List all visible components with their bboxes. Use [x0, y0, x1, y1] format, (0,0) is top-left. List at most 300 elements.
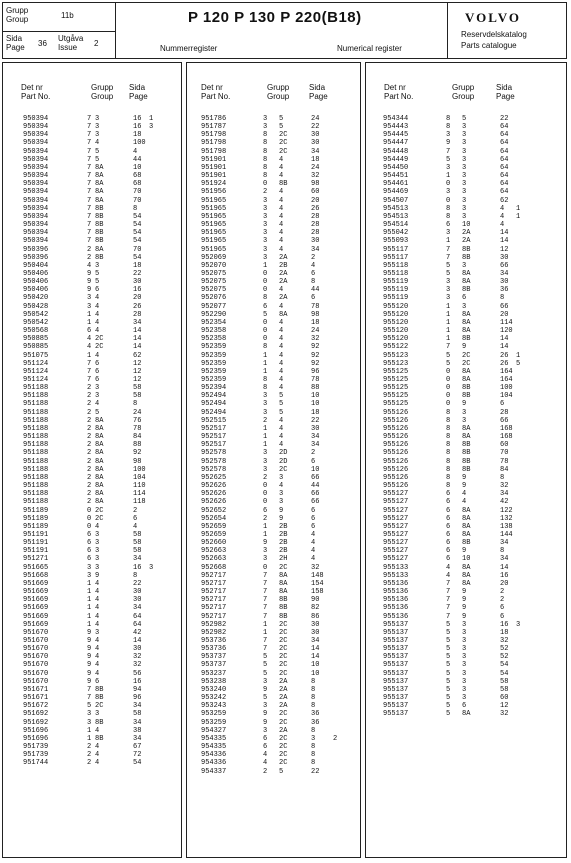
table-row [3, 580, 181, 588]
page-cell: 30 [133, 588, 142, 597]
table-row [187, 768, 360, 776]
table-row [366, 115, 566, 123]
table-row [366, 270, 566, 278]
check-digit: 6 [446, 539, 451, 548]
note-cell: 5 [516, 359, 521, 368]
page-cell: 96 [311, 367, 320, 376]
table-row [366, 596, 566, 604]
group-cell: 9 [462, 482, 467, 491]
part-number: 954335 [201, 743, 227, 752]
part-number: 951965 [201, 229, 227, 238]
page-cell: 20 [500, 310, 509, 319]
table-row [366, 433, 566, 441]
part-number: 955137 [383, 645, 409, 654]
part-number: 950394 [23, 196, 49, 205]
table-row [3, 719, 181, 727]
page-cell: 4 [500, 212, 505, 221]
part-number: 952626 [201, 490, 227, 499]
group-cell: 8A [462, 579, 471, 588]
page-cell: 26 [311, 204, 320, 213]
part-number: 954451 [383, 172, 409, 181]
group-cell: 8B [95, 734, 104, 743]
part-number: 954461 [383, 180, 409, 189]
page-cell: 44 [311, 482, 320, 491]
group-cell: 8A [462, 506, 471, 515]
check-digit: 2 [263, 473, 268, 482]
table-row [366, 392, 566, 400]
check-digit: 7 [87, 123, 92, 132]
part-number: 951188 [23, 441, 49, 450]
part-number: 951665 [23, 563, 49, 572]
group-cell: 6 [95, 677, 100, 686]
check-digit: 6 [87, 539, 92, 548]
table-row [3, 433, 181, 441]
check-digit: 3 [263, 400, 268, 409]
group-cell: 2A [279, 253, 288, 262]
check-digit: 0 [263, 327, 268, 336]
page-cell: 44 [133, 155, 142, 164]
page-cell: 62 [500, 196, 509, 205]
table-row [3, 115, 181, 123]
part-number: 952359 [201, 359, 227, 368]
part-number: 951669 [23, 588, 49, 597]
check-digit: 7 [263, 637, 268, 645]
table-row [366, 131, 566, 139]
utgava-value: 2 [94, 39, 99, 48]
page-cell: 14 [500, 229, 509, 238]
group-cell: 8A [95, 196, 104, 205]
table-row [187, 710, 360, 718]
group-cell: 8B [462, 441, 471, 450]
group-cell: 3 [279, 490, 284, 499]
page-cell: 66 [500, 302, 509, 311]
sida-label: Sida Page [6, 34, 25, 52]
part-number: 951670 [23, 628, 49, 637]
part-number: 950406 [23, 278, 49, 287]
page-cell: 34 [133, 702, 142, 711]
part-number: 951787 [201, 123, 227, 132]
check-digit: 3 [263, 229, 268, 238]
page-cell: 60 [311, 188, 320, 197]
check-digit: 4 [87, 335, 92, 344]
group-cell: 9 [462, 604, 467, 613]
check-digit: 2 [87, 449, 92, 458]
table-row [366, 303, 566, 311]
page-cell: 2 [311, 449, 316, 458]
table-row [366, 645, 566, 653]
check-digit: 5 [446, 645, 451, 654]
check-digit: 0 [446, 180, 451, 189]
part-number: 955126 [383, 408, 409, 417]
page-cell: 26 [133, 302, 142, 311]
check-digit: 1 [263, 441, 268, 450]
table-row [366, 343, 566, 351]
numerical-register-label: Numerical register [337, 44, 402, 53]
check-digit: 4 [87, 343, 92, 352]
group-cell: 8A [95, 180, 104, 189]
part-number: 951798 [201, 147, 227, 156]
grupp-value: 11b [61, 11, 74, 20]
table-row [187, 221, 360, 229]
group-cell: 3 [462, 123, 467, 132]
page-cell: 8 [311, 685, 316, 694]
group-cell: 8A [95, 473, 104, 482]
page-cell: 8 [311, 759, 316, 768]
group-cell: 2C [279, 645, 288, 654]
part-number: 950396 [23, 253, 49, 262]
page-cell: 28 [133, 310, 142, 319]
page-cell: 6 [311, 457, 316, 466]
table-row [3, 751, 181, 759]
page-cell: 6 [133, 514, 138, 523]
check-digit: 2 [87, 441, 92, 450]
table-row [3, 335, 181, 343]
group-cell: 3 [462, 669, 467, 678]
group-cell: 4 [279, 221, 284, 230]
group-cell: 8A [95, 449, 104, 458]
group-cell: 9 [95, 571, 100, 580]
page-cell: 54 [133, 237, 142, 246]
table-row [366, 213, 566, 221]
part-number: 951956 [201, 188, 227, 197]
table-row [366, 702, 566, 710]
page-cell: 118 [133, 498, 146, 507]
group-cell: 2C [462, 359, 471, 368]
part-number: 950394 [23, 155, 49, 164]
check-digit: 1 [87, 596, 92, 605]
page-cell: 8 [311, 702, 316, 711]
group-cell: 8B [95, 718, 104, 727]
page-cell: 2 [133, 506, 138, 515]
part-number: 955093 [383, 237, 409, 246]
table-row [3, 539, 181, 547]
group-cell: 9 [462, 547, 467, 556]
part-number: 951669 [23, 596, 49, 605]
part-number: 951188 [23, 400, 49, 409]
table-row [366, 205, 566, 213]
group-cell: 2A [279, 726, 288, 735]
table-row [366, 335, 566, 343]
part-number: 952515 [201, 416, 227, 425]
check-digit: 3 [263, 196, 268, 205]
group-header: Grupp Group [267, 83, 290, 101]
table-row [187, 441, 360, 449]
part-number: 954445 [383, 131, 409, 140]
part-number: 953238 [201, 677, 227, 686]
page-cell: 64 [500, 163, 509, 172]
check-digit: 6 [446, 498, 451, 507]
group-cell: 4 [95, 139, 100, 148]
page-cell: 12 [500, 245, 509, 254]
group-cell: 5 [279, 408, 284, 417]
table-row [187, 172, 360, 180]
page-cell: 34 [500, 269, 509, 278]
part-number: 955126 [383, 416, 409, 425]
check-digit: 4 [263, 751, 268, 760]
part-number: 953243 [201, 702, 227, 711]
part-number: 951670 [23, 637, 49, 645]
table-row [187, 694, 360, 702]
table-row [366, 564, 566, 572]
group-cell: 8B [95, 694, 104, 703]
group-cell: 2D [279, 449, 288, 458]
check-digit: 0 [263, 482, 268, 491]
page-cell: 56 [133, 669, 142, 678]
part-number: 950542 [23, 318, 49, 327]
part-number: 952668 [201, 563, 227, 572]
table-row [187, 270, 360, 278]
check-digit: 3 [263, 457, 268, 466]
page-cell: 64 [500, 188, 509, 197]
group-cell: 8B [95, 253, 104, 262]
part-number: 955136 [383, 612, 409, 621]
part-number: 953736 [201, 637, 227, 645]
part-number: 951188 [23, 465, 49, 474]
check-digit: 2 [263, 188, 268, 197]
check-digit: 6 [446, 555, 451, 564]
table-row [187, 564, 360, 572]
part-number: 952077 [201, 302, 227, 311]
check-digit: 5 [446, 628, 451, 637]
table-row [3, 156, 181, 164]
part-number: 954336 [201, 759, 227, 768]
table-row [3, 466, 181, 474]
parts-column-3 [365, 62, 567, 858]
group-cell: 2A [279, 278, 288, 287]
part-number: 951188 [23, 424, 49, 433]
check-digit: 8 [446, 473, 451, 482]
group-cell: 4 [95, 327, 100, 336]
table-row [3, 564, 181, 572]
page-cell: 6 [500, 612, 505, 621]
check-digit: 8 [446, 465, 451, 474]
page-cell: 34 [500, 555, 509, 564]
check-digit: 9 [263, 718, 268, 727]
check-digit: 6 [263, 302, 268, 311]
page-cell: 76 [133, 416, 142, 425]
group-cell: 8A [462, 522, 471, 531]
group-cell: 4 [95, 318, 100, 327]
table-row [366, 221, 566, 229]
check-digit: 3 [263, 204, 268, 213]
check-digit: 8 [446, 441, 451, 450]
group-cell: 8A [95, 245, 104, 254]
page-cell: 6 [311, 506, 316, 515]
part-number: 951188 [23, 490, 49, 499]
page-cell: 28 [500, 408, 509, 417]
check-digit: 7 [87, 172, 92, 181]
table-row [366, 294, 566, 302]
part-number: 951670 [23, 669, 49, 678]
part-number: 951924 [201, 180, 227, 189]
group-cell: 2C [279, 131, 288, 140]
part-number: 951798 [201, 131, 227, 140]
group-cell: 3 [462, 196, 467, 205]
note-cell: 1 [516, 212, 521, 221]
table-row [366, 678, 566, 686]
group-cell: 3 [462, 677, 467, 686]
check-digit: 9 [87, 645, 92, 654]
group-cell: 4 [279, 359, 284, 368]
part-number: 952982 [201, 628, 227, 637]
check-digit: 5 [263, 310, 268, 319]
check-digit: 2 [87, 498, 92, 507]
group-cell: 8A [462, 563, 471, 572]
part-number: 952717 [201, 596, 227, 605]
check-digit: 9 [87, 278, 92, 287]
table-row [3, 254, 181, 262]
check-digit: 1 [87, 620, 92, 629]
group-cell: 2C [95, 702, 104, 711]
check-digit: 3 [263, 123, 268, 132]
part-number: 950542 [23, 310, 49, 319]
check-digit: 4 [446, 563, 451, 572]
group-cell: 2B [279, 547, 288, 556]
check-digit: 1 [87, 588, 92, 597]
part-number: 954469 [383, 188, 409, 197]
group-cell: 3 [95, 530, 100, 539]
group-cell: 2C [279, 751, 288, 760]
table-row [366, 686, 566, 694]
table-row [366, 604, 566, 612]
part-number: 951671 [23, 685, 49, 694]
check-digit: 5 [446, 351, 451, 360]
page-cell: 22 [133, 579, 142, 588]
group-cell: 8B [462, 253, 471, 262]
table-row [3, 490, 181, 498]
group-cell: 3 [462, 416, 467, 425]
page-cell: 66 [311, 498, 320, 507]
check-digit: 2 [87, 751, 92, 760]
check-digit: 5 [446, 710, 451, 719]
check-digit: 1 [263, 359, 268, 368]
table-row [366, 441, 566, 449]
table-row [187, 449, 360, 457]
check-digit: 8 [263, 155, 268, 164]
check-digit: 2 [87, 400, 92, 409]
table-row [187, 531, 360, 539]
table-row [187, 246, 360, 254]
part-number: 951271 [23, 555, 49, 564]
check-digit: 0 [446, 376, 451, 384]
part-number: 951188 [23, 449, 49, 458]
page-cell: 82 [311, 604, 320, 613]
check-digit: 8 [263, 384, 268, 393]
part-number: 953736 [201, 645, 227, 654]
table-row [3, 303, 181, 311]
page-cell: 44 [311, 286, 320, 295]
part-number: 952076 [201, 294, 227, 303]
parts-rows-2 [187, 115, 360, 776]
table-row [187, 311, 360, 319]
table-row [3, 425, 181, 433]
part-number: 950885 [23, 335, 49, 344]
table-row [3, 376, 181, 384]
part-number: 952652 [201, 506, 227, 515]
page-cell: 4 [311, 555, 316, 564]
part-number: 955120 [383, 302, 409, 311]
group-cell: 3 [462, 645, 467, 654]
group-cell: 9 [462, 400, 467, 409]
page-cell: 32 [311, 563, 320, 572]
part-number: 955137 [383, 694, 409, 703]
group-cell: 5 [279, 123, 284, 132]
check-digit: 3 [87, 294, 92, 303]
page-cell: 32 [500, 482, 509, 491]
page-cell: 92 [311, 343, 320, 352]
group-cell: 4 [279, 229, 284, 238]
part-number: 952578 [201, 449, 227, 458]
page-cell: 26 [500, 359, 509, 368]
group-cell: 4 [279, 343, 284, 352]
group-cell: 5 [279, 115, 284, 123]
check-digit: 6 [87, 547, 92, 556]
page-cell: 92 [133, 449, 142, 458]
part-number: 952717 [201, 588, 227, 597]
page-cell: 4 [500, 221, 505, 230]
check-digit: 2 [263, 416, 268, 425]
table-row [187, 197, 360, 205]
part-number: 951669 [23, 579, 49, 588]
check-digit: 3 [446, 278, 451, 287]
page-cell: 96 [133, 694, 142, 703]
page-cell: 36 [311, 710, 320, 719]
page-cell: 8 [311, 743, 316, 752]
group-cell: 8B [462, 457, 471, 466]
part-number: 955126 [383, 465, 409, 474]
group-cell: 10 [462, 555, 471, 564]
page-cell: 66 [500, 261, 509, 270]
check-digit: 5 [446, 685, 451, 694]
table-row [3, 262, 181, 270]
group-header: Grupp Group [91, 83, 114, 101]
group-cell: 4 [95, 612, 100, 621]
group-cell: 2A [279, 677, 288, 686]
page-cell: 58 [133, 547, 142, 556]
table-row [366, 694, 566, 702]
page-cell: 54 [133, 229, 142, 238]
part-number: 955137 [383, 620, 409, 629]
page-cell: 14 [133, 637, 142, 645]
check-digit: 4 [446, 571, 451, 580]
page-cell: 67 [133, 743, 142, 752]
group-cell: 2C [279, 718, 288, 727]
page-cell: 12 [500, 702, 509, 711]
check-digit: 2 [87, 245, 92, 254]
part-number: 953237 [201, 669, 227, 678]
table-row [3, 498, 181, 506]
group-cell: 8B [462, 392, 471, 401]
group-cell: 4 [95, 596, 100, 605]
group-cell: 8A [279, 571, 288, 580]
page-cell: 66 [311, 473, 320, 482]
part-number: 954337 [201, 767, 227, 776]
part-number: 955137 [383, 669, 409, 678]
grupp-label: Grupp Group [6, 6, 29, 24]
page-cell: 16 [500, 571, 509, 580]
part-number: 950568 [23, 327, 49, 336]
group-cell: 5 [279, 400, 284, 409]
group-cell: 2C [279, 637, 288, 645]
part-number: 952069 [201, 253, 227, 262]
check-digit: 7 [263, 612, 268, 621]
group-cell: 2C [279, 620, 288, 629]
page-cell: 42 [133, 628, 142, 637]
table-row [187, 425, 360, 433]
page-cell: 78 [311, 302, 320, 311]
check-digit: 3 [263, 677, 268, 686]
group-cell: 5 [95, 147, 100, 156]
